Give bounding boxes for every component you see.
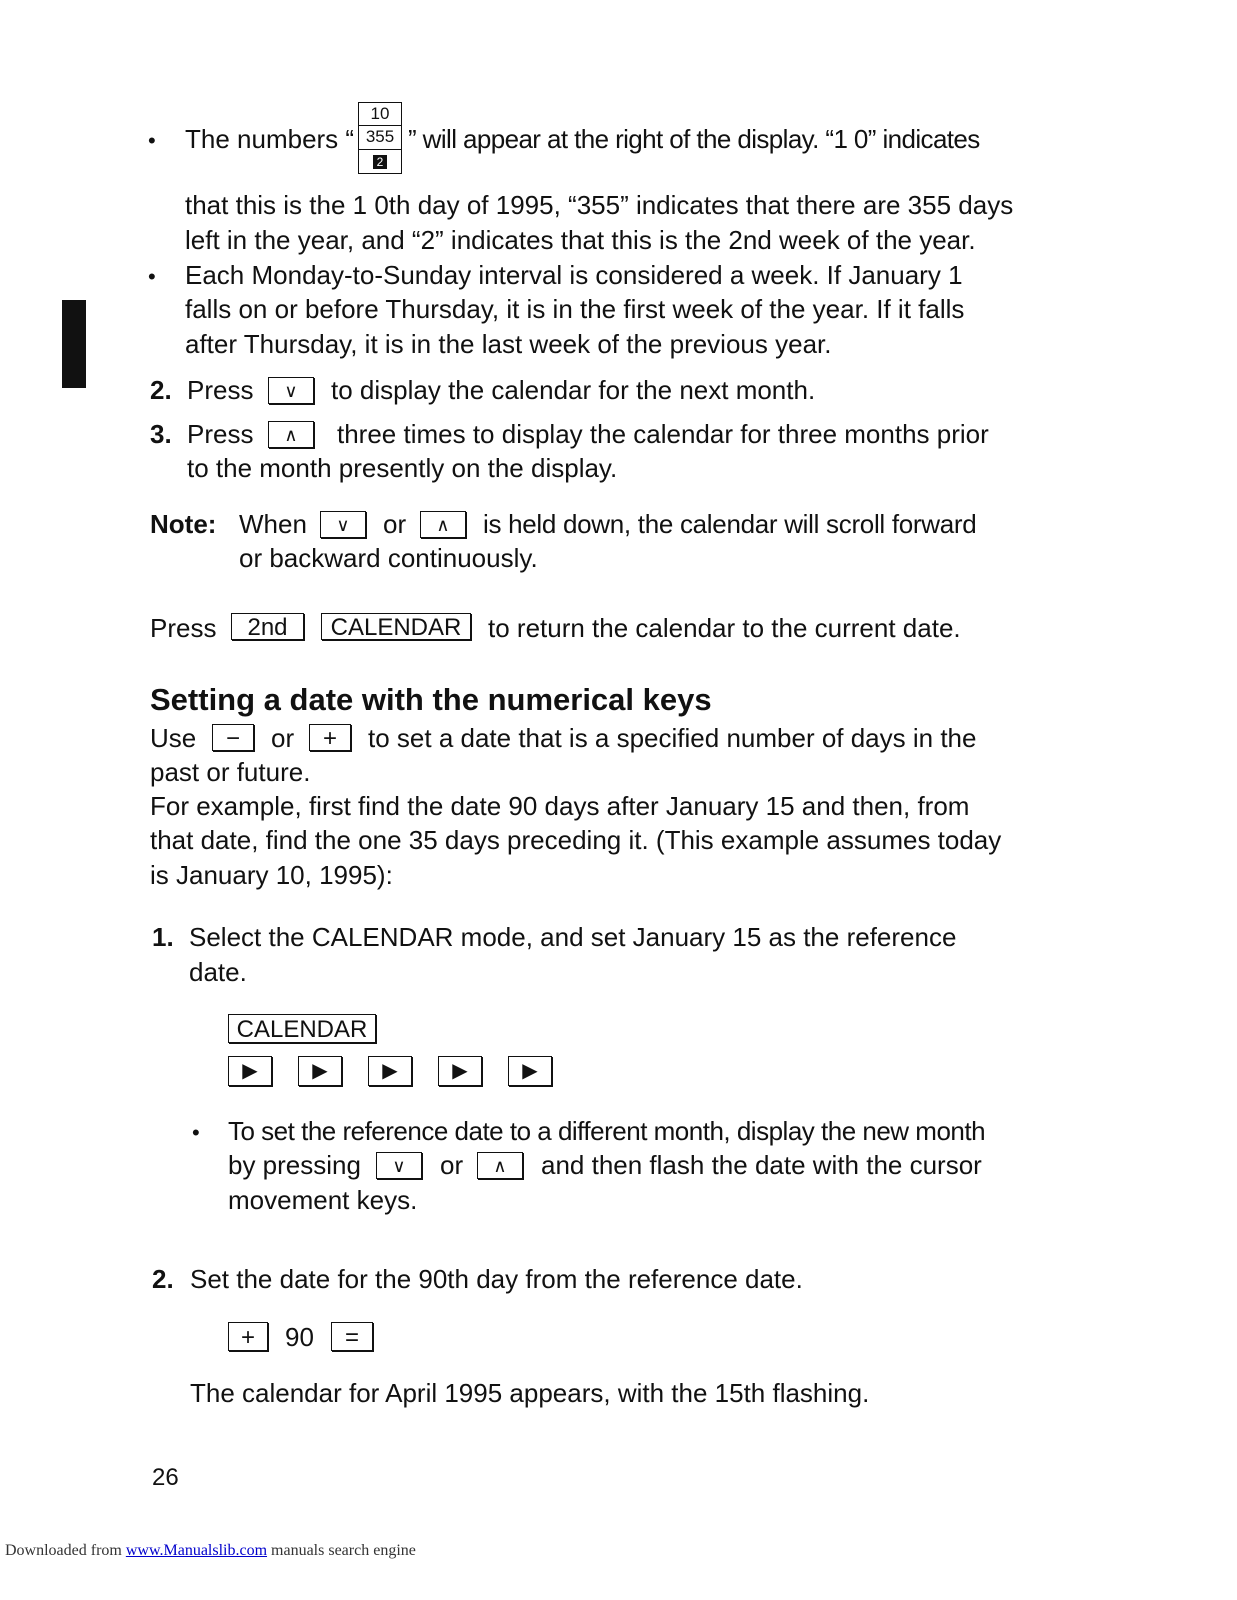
footer xyxy=(5,1542,416,1560)
sub-bullet-line-3: movement keys. xyxy=(228,1185,418,1215)
step-2-text: to display the calendar for the next month. xyxy=(331,375,816,405)
return-text: to return the calendar to the current date. xyxy=(488,613,961,643)
sub-bullet-text: and then flash the date with the cursor xyxy=(541,1150,982,1180)
right-arrow-key: ▶ xyxy=(438,1056,482,1086)
plus-key: + xyxy=(309,724,351,751)
bullet-icon: • xyxy=(148,128,156,153)
week-number-box xyxy=(358,150,402,174)
numbers-line-3: left in the year, and “2” indicates that this is the 2nd week of the year. xyxy=(185,225,976,255)
sub-bullet-by: by pressing xyxy=(228,1150,361,1180)
manualslib-link[interactable]: www.Manualslib.com xyxy=(125,1542,268,1559)
day-of-year-box: 10 xyxy=(358,102,402,126)
note-when: When xyxy=(239,509,307,539)
bullet-icon: • xyxy=(192,1120,200,1145)
note-or: or xyxy=(383,509,407,539)
up-arrow-key: ∧ xyxy=(420,511,466,538)
sub-bullet-line-1: To set the reference date to a different month, display the new month xyxy=(228,1116,986,1146)
numbers-line-prefix: The numbers “ xyxy=(185,124,355,154)
step-1-line-1: Select the CALENDAR mode, and set January 15 as the reference xyxy=(189,922,957,952)
note-label: Note: xyxy=(150,509,217,539)
footer-suffix: manuals search engine xyxy=(267,1542,416,1559)
step-press-label: Press xyxy=(187,375,254,405)
page-number: 26 xyxy=(152,1464,179,1491)
result-text: The calendar for April 1995 appears, with the 15th flashing. xyxy=(190,1378,870,1408)
example-line-1: For example, first find the date 90 days after January 15 and then, from xyxy=(150,791,970,821)
days-value: 90 xyxy=(285,1322,314,1352)
note-line-2: or backward continuously. xyxy=(239,543,538,573)
step-2-line-1: Set the date for the 90th day from the reference date. xyxy=(190,1264,803,1294)
return-press-label: Press xyxy=(150,613,217,643)
up-arrow-key: ∧ xyxy=(268,421,314,448)
down-arrow-key: ∨ xyxy=(268,377,314,404)
numbers-line-suffix: ” will appear at the right of the display. “1 0” indicates xyxy=(408,124,980,154)
step-number: 2. xyxy=(152,1264,174,1294)
step-1-line-2: date. xyxy=(189,957,247,987)
numbers-line-2: that this is the 1 0th day of 1995, “355” indicates that there are 355 days xyxy=(185,190,1014,220)
sub-bullet-or: or xyxy=(440,1150,464,1180)
second-key: 2nd xyxy=(231,613,304,640)
bullet-icon: • xyxy=(148,264,156,289)
up-arrow-key: ∧ xyxy=(477,1152,523,1179)
step-number: 1. xyxy=(152,922,174,952)
step-number: 2. xyxy=(150,375,172,405)
right-arrow-key: ▶ xyxy=(228,1056,272,1086)
section-heading: Setting a date with the numerical keys xyxy=(150,682,712,717)
example-line-2: that date, find the one 35 days preceding it. (This example assumes today xyxy=(150,825,1002,855)
days-left-box: 355 xyxy=(358,126,402,150)
note-text: is held down, the calendar will scroll forward xyxy=(483,509,977,539)
week-rule-line-1: Each Monday-to-Sunday interval is considered a week. If January 1 xyxy=(185,260,963,290)
down-arrow-key: ∨ xyxy=(376,1152,422,1179)
example-line-3: is January 10, 1995): xyxy=(150,860,393,890)
equals-key: = xyxy=(331,1322,373,1351)
use-line-2: past or future. xyxy=(150,757,311,787)
calendar-key: CALENDAR xyxy=(321,613,471,640)
down-arrow-key: ∨ xyxy=(320,511,366,538)
use-or: or xyxy=(271,723,295,753)
calendar-key: CALENDAR xyxy=(228,1014,376,1043)
plus-key: + xyxy=(228,1322,268,1351)
use-text: to set a date that is a specified number of days in the xyxy=(368,723,977,753)
use-label: Use xyxy=(150,723,197,753)
step-3-text: three times to display the calendar for three months prior xyxy=(337,419,989,449)
step-3-line-2: to the month presently on the display. xyxy=(187,453,618,483)
week-rule-line-3: after Thursday, it is in the last week of the previous year. xyxy=(185,329,832,359)
step-press-label: Press xyxy=(187,419,254,449)
step-number: 3. xyxy=(150,419,172,449)
right-arrow-key: ▶ xyxy=(298,1056,342,1086)
right-arrow-key: ▶ xyxy=(508,1056,552,1086)
week-number-value: 2 xyxy=(373,155,387,169)
minus-key: − xyxy=(212,724,254,751)
week-rule-line-2: falls on or before Thursday, it is in the first week of the year. If it falls xyxy=(185,294,965,324)
margin-marker xyxy=(62,300,86,388)
right-arrow-key: ▶ xyxy=(368,1056,412,1086)
day-count-box xyxy=(358,102,402,174)
footer-prefix: Downloaded from xyxy=(5,1542,126,1559)
